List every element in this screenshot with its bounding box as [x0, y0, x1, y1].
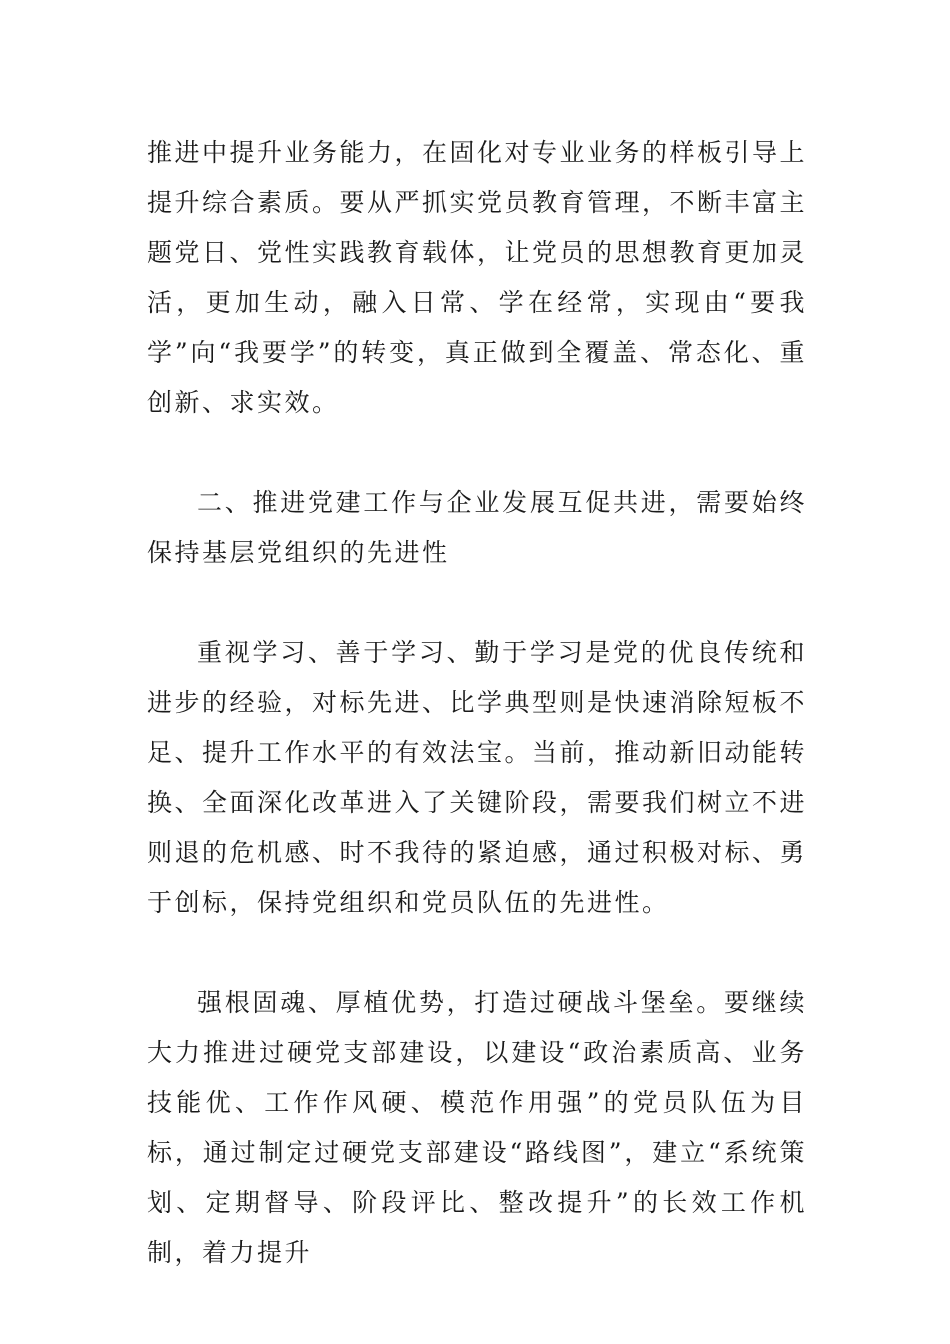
section-heading: 二、推进党建工作与企业发展互促共进，需要始终保持基层党组织的先进性 [147, 488, 807, 567]
document-body [147, 128, 807, 1278]
paragraph-learning: 重视学习、善于学习、勤于学习是党的优良传统和进步的经验，对标先进、比学典型则是快速消除短板不足、提升工作水平的有效法宝。当前，推动新旧动能转换、全面深化改革进入了关键阶段，需要我们树立不进则退的危机感、时不我待的紧迫感，通过积极对标、勇于创标，保持党组织和党员队伍的先进性。 [147, 638, 808, 917]
paragraph-spacer [147, 428, 807, 478]
paragraph-spacer [147, 578, 807, 628]
paragraph-continuation: 推进中提升业务能力，在固化对专业业务的样板引导上提升综合素质。要从严抓实党员教育管理，不断丰富主题党日、党性实践教育载体，让党员的思想教育更加灵活，更加生动，融入日常、学在经常，实现由“要我学”向“我要学”的转变，真正做到全覆盖、常态化、重创新、求实效。 [147, 138, 808, 417]
paragraph-spacer [147, 928, 807, 978]
paragraph-fortress: 强根固魂、厚植优势，打造过硬战斗堡垒。要继续大力推进过硬党支部建设，以建设“政治素质高、业务技能优、工作作风硬、模范作用强”的党员队伍为目标，通过制定过硬党支部建设“路线图”，建立“系统策划、定期督导、阶段评比、整改提升”的长效工作机制，着力提升 [147, 988, 807, 1267]
